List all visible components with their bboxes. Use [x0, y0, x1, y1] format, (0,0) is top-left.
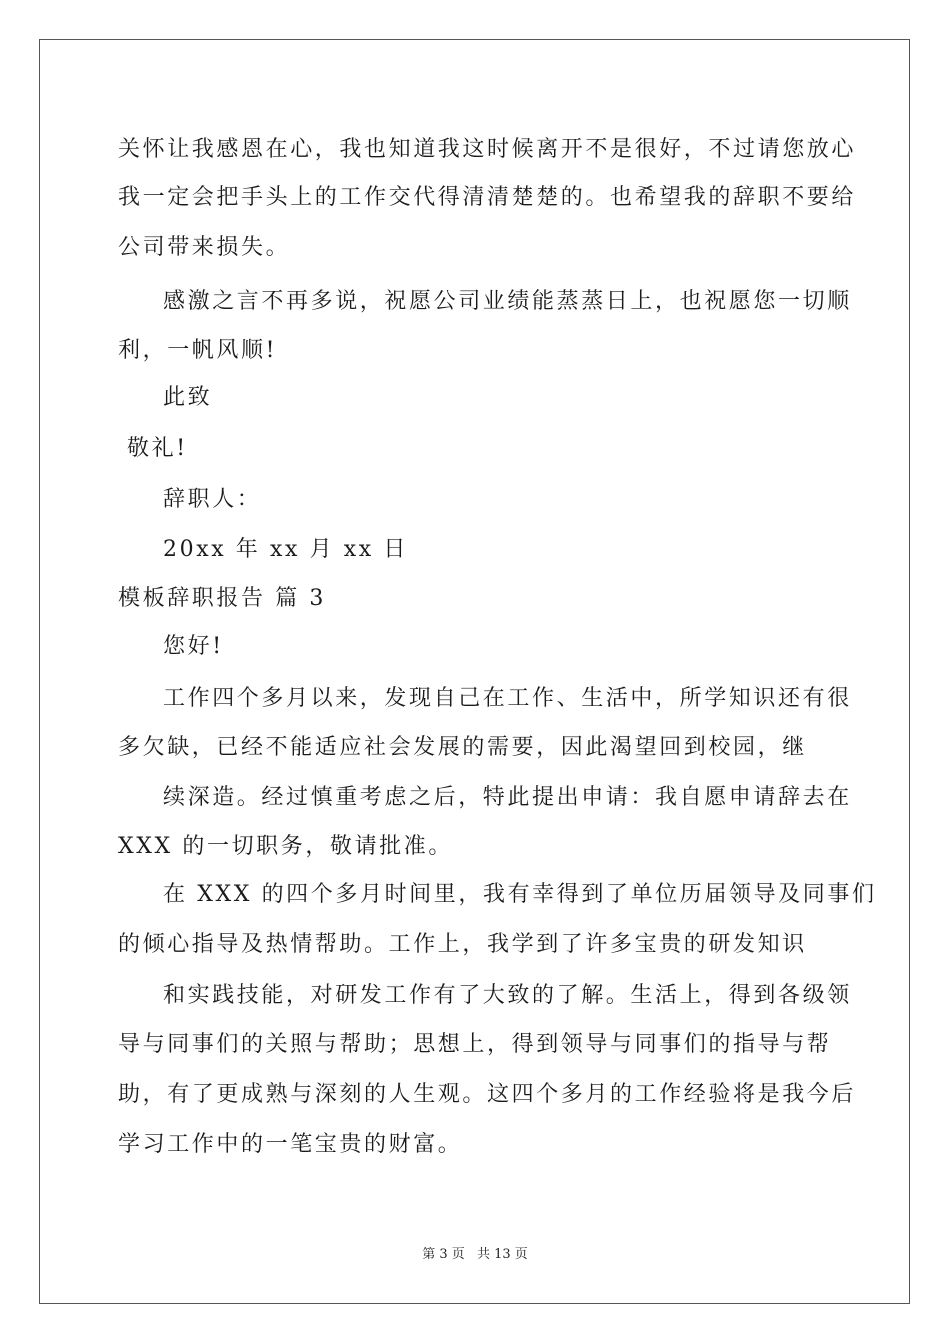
page-border: [39, 39, 910, 1304]
paragraph-line: 学习工作中的一笔宝贵的财富。: [118, 1132, 463, 1157]
paragraph-line: 的倾心指导及热情帮助。工作上，我学到了许多宝贵的研发知识: [118, 932, 807, 957]
page-footer: [0, 1246, 950, 1264]
page-number: 第 3 页: [422, 1247, 465, 1262]
closing-regards: 敬礼!: [127, 436, 188, 461]
signature-date: 20xx 年 xx 月 xx 日: [163, 537, 409, 562]
paragraph-line: XXX 的一切职务，敬请批准。: [118, 834, 453, 859]
paragraph-line: 导与同事们的关照与帮助；思想上，得到领导与同事们的指导与帮: [118, 1032, 832, 1057]
paragraph-line: 在 XXX 的四个多月时间里，我有幸得到了单位历届领导及同事们: [163, 882, 877, 907]
paragraph-line: 感激之言不再多说，祝愿公司业绩能蒸蒸日上，也祝愿您一切顺: [163, 289, 852, 314]
paragraph-line: 工作四个多月以来，发现自己在工作、生活中，所学知识还有很: [163, 686, 852, 711]
paragraph-line: 助，有了更成熟与深刻的人生观。这四个多月的工作经验将是我今后: [118, 1082, 857, 1107]
paragraph-line: 续深造。经过慎重考虑之后，特此提出申请：我自愿申请辞去在: [163, 785, 852, 810]
page-total: 共 13 页: [476, 1247, 528, 1262]
paragraph-line: 利，一帆风顺!: [118, 338, 278, 363]
paragraph-line: 多欠缺，已经不能适应社会发展的需要，因此渴望回到校园，继: [118, 735, 807, 760]
section-heading: 模板辞职报告 篇 3: [118, 586, 326, 611]
paragraph-line: 和实践技能，对研发工作有了大致的了解。生活上，得到各级领: [163, 983, 852, 1008]
closing-salutation: 此致: [163, 385, 213, 410]
paragraph-line: 关怀让我感恩在心，我也知道我这时候离开不是很好，不过请您放心: [118, 137, 857, 162]
paragraph-line: 公司带来损失。: [118, 235, 291, 260]
greeting: 您好!: [163, 634, 224, 659]
paragraph-line: 我一定会把手头上的工作交代得清清楚楚的。也希望我的辞职不要给: [118, 185, 857, 210]
signature-label: 辞职人：: [163, 487, 262, 512]
